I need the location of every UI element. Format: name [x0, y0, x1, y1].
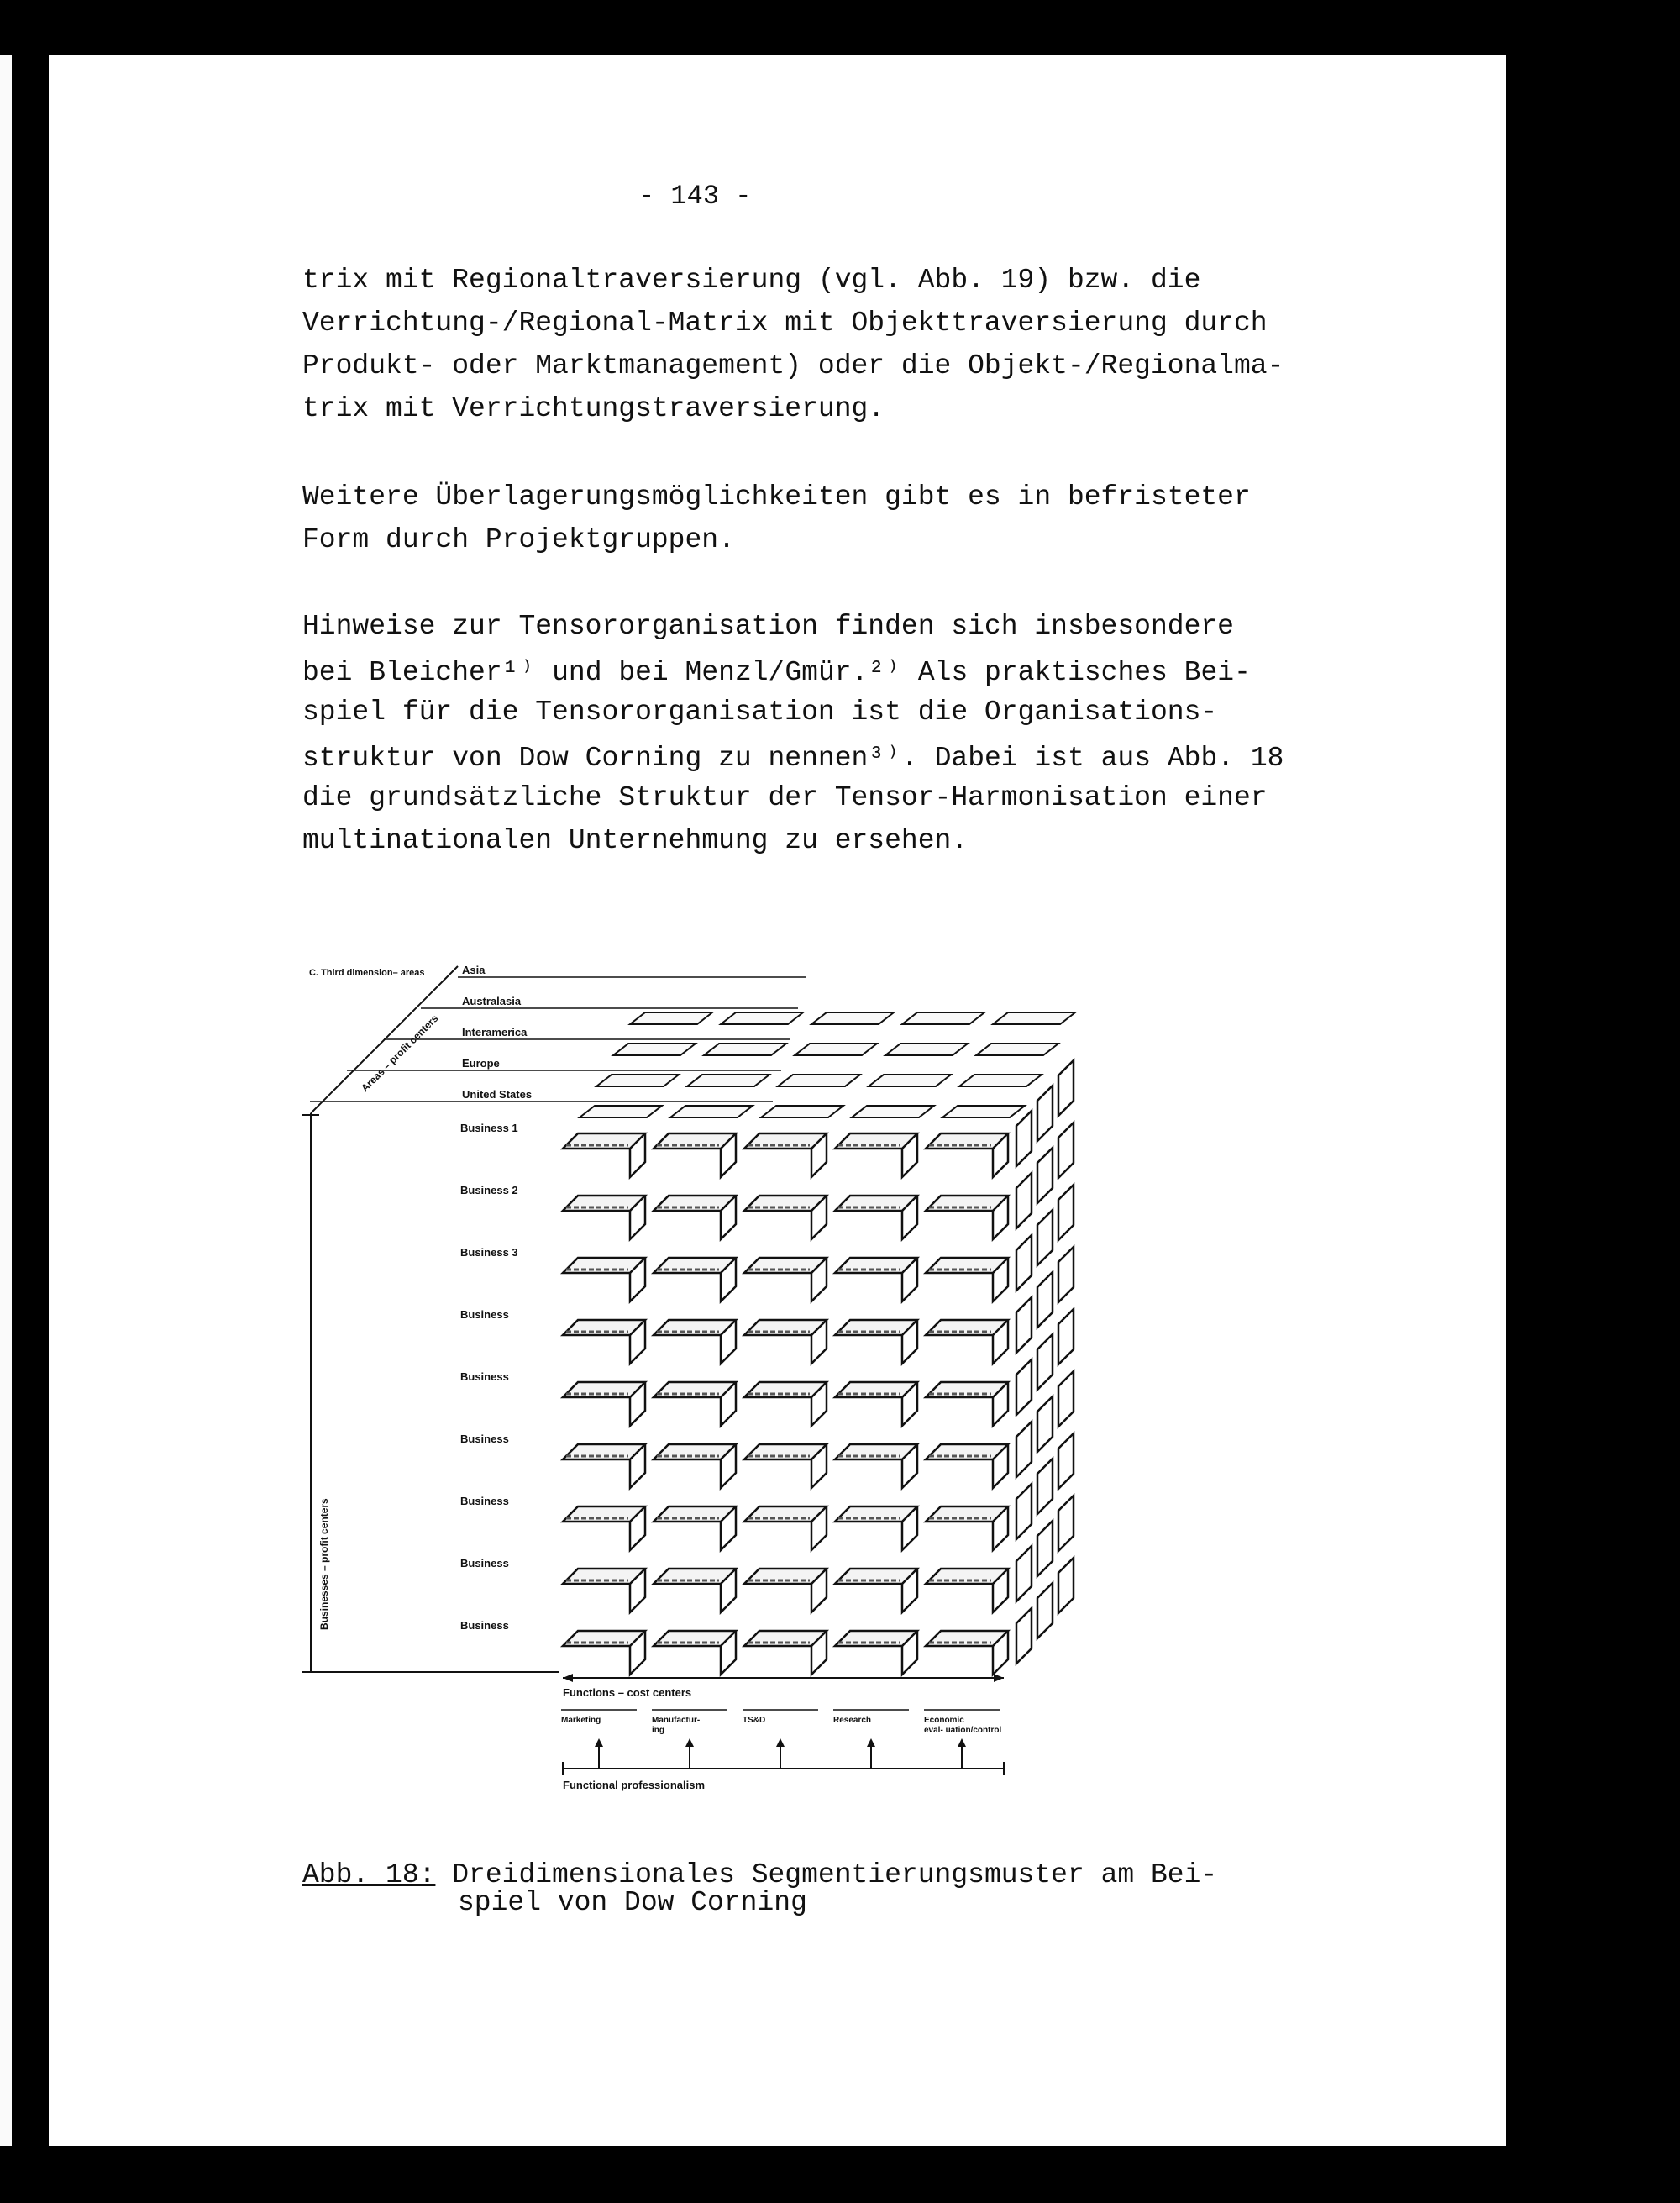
function-label: Manufactur- — [652, 1716, 701, 1725]
area-slab — [942, 1106, 1025, 1117]
figure-caption — [302, 1859, 1217, 1918]
area-slab — [811, 1012, 894, 1024]
text-line: Hinweise zur Tensororganisation finden sich insbesondere — [302, 611, 1234, 642]
area-slab — [993, 1012, 1075, 1024]
side-cell — [1016, 1297, 1032, 1353]
area-label: Australasia — [462, 995, 522, 1007]
caption-line-1: Dreidimensionales Segmentierungsmuster am Bei- — [435, 1859, 1218, 1890]
side-cell — [1037, 1148, 1053, 1203]
text-line: struktur von Dow Corning zu nennen³⁾. Dabei ist aus Abb. 18 — [302, 743, 1284, 774]
side-cell — [1016, 1173, 1032, 1228]
side-cell — [1016, 1359, 1032, 1415]
business-label: Business — [460, 1308, 509, 1321]
area-slab — [613, 1044, 696, 1055]
side-cell — [1058, 1309, 1074, 1364]
area-slab — [795, 1044, 877, 1055]
business-label: Business — [460, 1433, 509, 1445]
text-line: trix mit Regionaltraversierung (vgl. Abb. 19) bzw. die — [302, 265, 1201, 296]
area-slab — [704, 1044, 786, 1055]
area-slab — [959, 1075, 1042, 1086]
side-cell — [1058, 1558, 1074, 1613]
area-slab — [596, 1075, 679, 1086]
side-cell — [1037, 1521, 1053, 1576]
function-label: Marketing — [561, 1716, 601, 1725]
text-line: Produkt- oder Marktmanagement) oder die Objekt-/Regionalma- — [302, 350, 1284, 381]
side-cell — [1037, 1086, 1053, 1141]
area-slab — [687, 1075, 769, 1086]
side-cell — [1016, 1111, 1032, 1166]
area-label: Europe — [462, 1057, 500, 1070]
side-cell — [1016, 1235, 1032, 1291]
text-line: Verrichtung-/Regional-Matrix mit Objekttraversierung durch — [302, 308, 1268, 339]
function-arrow-head — [867, 1738, 875, 1747]
function-arrow-head — [958, 1738, 966, 1747]
text-line: Weitere Überlagerungsmöglichkeiten gibt es in befristeter — [302, 481, 1251, 513]
function-label: Research — [833, 1716, 872, 1725]
caption-line-2: spiel von Dow Corning — [458, 1887, 807, 1918]
page-number: - 143 - — [638, 181, 752, 212]
side-cell — [1037, 1459, 1053, 1514]
function-label: Economic — [924, 1716, 964, 1725]
text-line: Form durch Projektgruppen. — [302, 524, 735, 555]
page-edge-strip — [0, 55, 12, 2146]
business-label: Business 3 — [460, 1246, 518, 1259]
functional-professionalism-label: Functional professionalism — [563, 1779, 706, 1791]
function-label-cont: eval- uation/control — [924, 1726, 1002, 1735]
side-cell — [1037, 1396, 1053, 1452]
text-line: die grundsätzliche Struktur der Tensor-Harmonisation einer — [302, 782, 1268, 813]
side-cell — [1016, 1608, 1032, 1664]
function-arrow-head — [685, 1738, 694, 1747]
paragraph-3 — [302, 611, 1344, 868]
side-cell — [1016, 1484, 1032, 1539]
text-line: spiel für die Tensororganisation ist die Organisations- — [302, 697, 1218, 728]
function-label: TS&D — [743, 1716, 766, 1725]
side-cell — [1037, 1272, 1053, 1328]
side-cell — [1058, 1247, 1074, 1302]
paragraph-2 — [302, 481, 1344, 567]
business-label: Business 2 — [460, 1184, 518, 1196]
side-cell — [1058, 1496, 1074, 1551]
function-labels — [561, 1710, 1001, 1769]
areas-axis-label: Areas – profit centers — [359, 1012, 441, 1095]
function-arrow-head — [595, 1738, 603, 1747]
area-slab — [721, 1012, 803, 1024]
side-cell — [1058, 1371, 1074, 1427]
text-line: trix mit Verrichtungstraversierung. — [302, 393, 885, 424]
area-slab — [580, 1106, 662, 1117]
side-cell — [1016, 1546, 1032, 1601]
text-line: bei Bleicher¹⁾ und bei Menzl/Gmür.²⁾ Als praktisches Bei- — [302, 657, 1251, 688]
business-label: Business — [460, 1619, 509, 1632]
area-slab — [630, 1012, 712, 1024]
tensor-organisation-figure — [302, 954, 1151, 1798]
side-cell — [1058, 1060, 1074, 1116]
side-cell — [1037, 1583, 1053, 1638]
area-slab — [902, 1012, 984, 1024]
functions-axis-label: Functions – cost centers — [563, 1686, 692, 1699]
function-label-cont: ing — [652, 1726, 664, 1735]
business-label: Business 1 — [460, 1122, 518, 1134]
area-slab — [761, 1106, 843, 1117]
area-slab — [852, 1106, 934, 1117]
caption-label: Abb. 18: — [302, 1859, 436, 1890]
side-cell — [1058, 1185, 1074, 1240]
cube-grid — [563, 1012, 1075, 1675]
side-cell — [1037, 1210, 1053, 1265]
area-label: Interamerica — [462, 1026, 528, 1038]
side-cell — [1016, 1422, 1032, 1477]
figure-frame-lines — [302, 966, 559, 1672]
side-cell — [1058, 1123, 1074, 1178]
paragraph-1 — [302, 265, 1344, 436]
text-line: multinationalen Unternehmung zu ersehen. — [302, 825, 969, 856]
area-slab — [778, 1075, 860, 1086]
function-arrow-head — [776, 1738, 785, 1747]
area-label: Asia — [462, 964, 486, 976]
area-slab — [869, 1075, 951, 1086]
business-label: Business — [460, 1557, 509, 1569]
business-labels — [460, 1122, 518, 1632]
area-slab — [670, 1106, 753, 1117]
side-cell — [1058, 1433, 1074, 1489]
businesses-axis-label: Businesses – profit centers — [318, 1498, 330, 1630]
professionalism-axis — [563, 1762, 1004, 1775]
third-dimension-label: C. Third dimension– areas — [309, 968, 425, 978]
area-slab — [976, 1044, 1058, 1055]
business-label: Business — [460, 1370, 509, 1383]
side-cell — [1037, 1334, 1053, 1390]
business-label: Business — [460, 1495, 509, 1507]
area-slab — [885, 1044, 968, 1055]
area-label: United States — [462, 1088, 533, 1101]
cube-diagram — [302, 954, 1151, 1798]
